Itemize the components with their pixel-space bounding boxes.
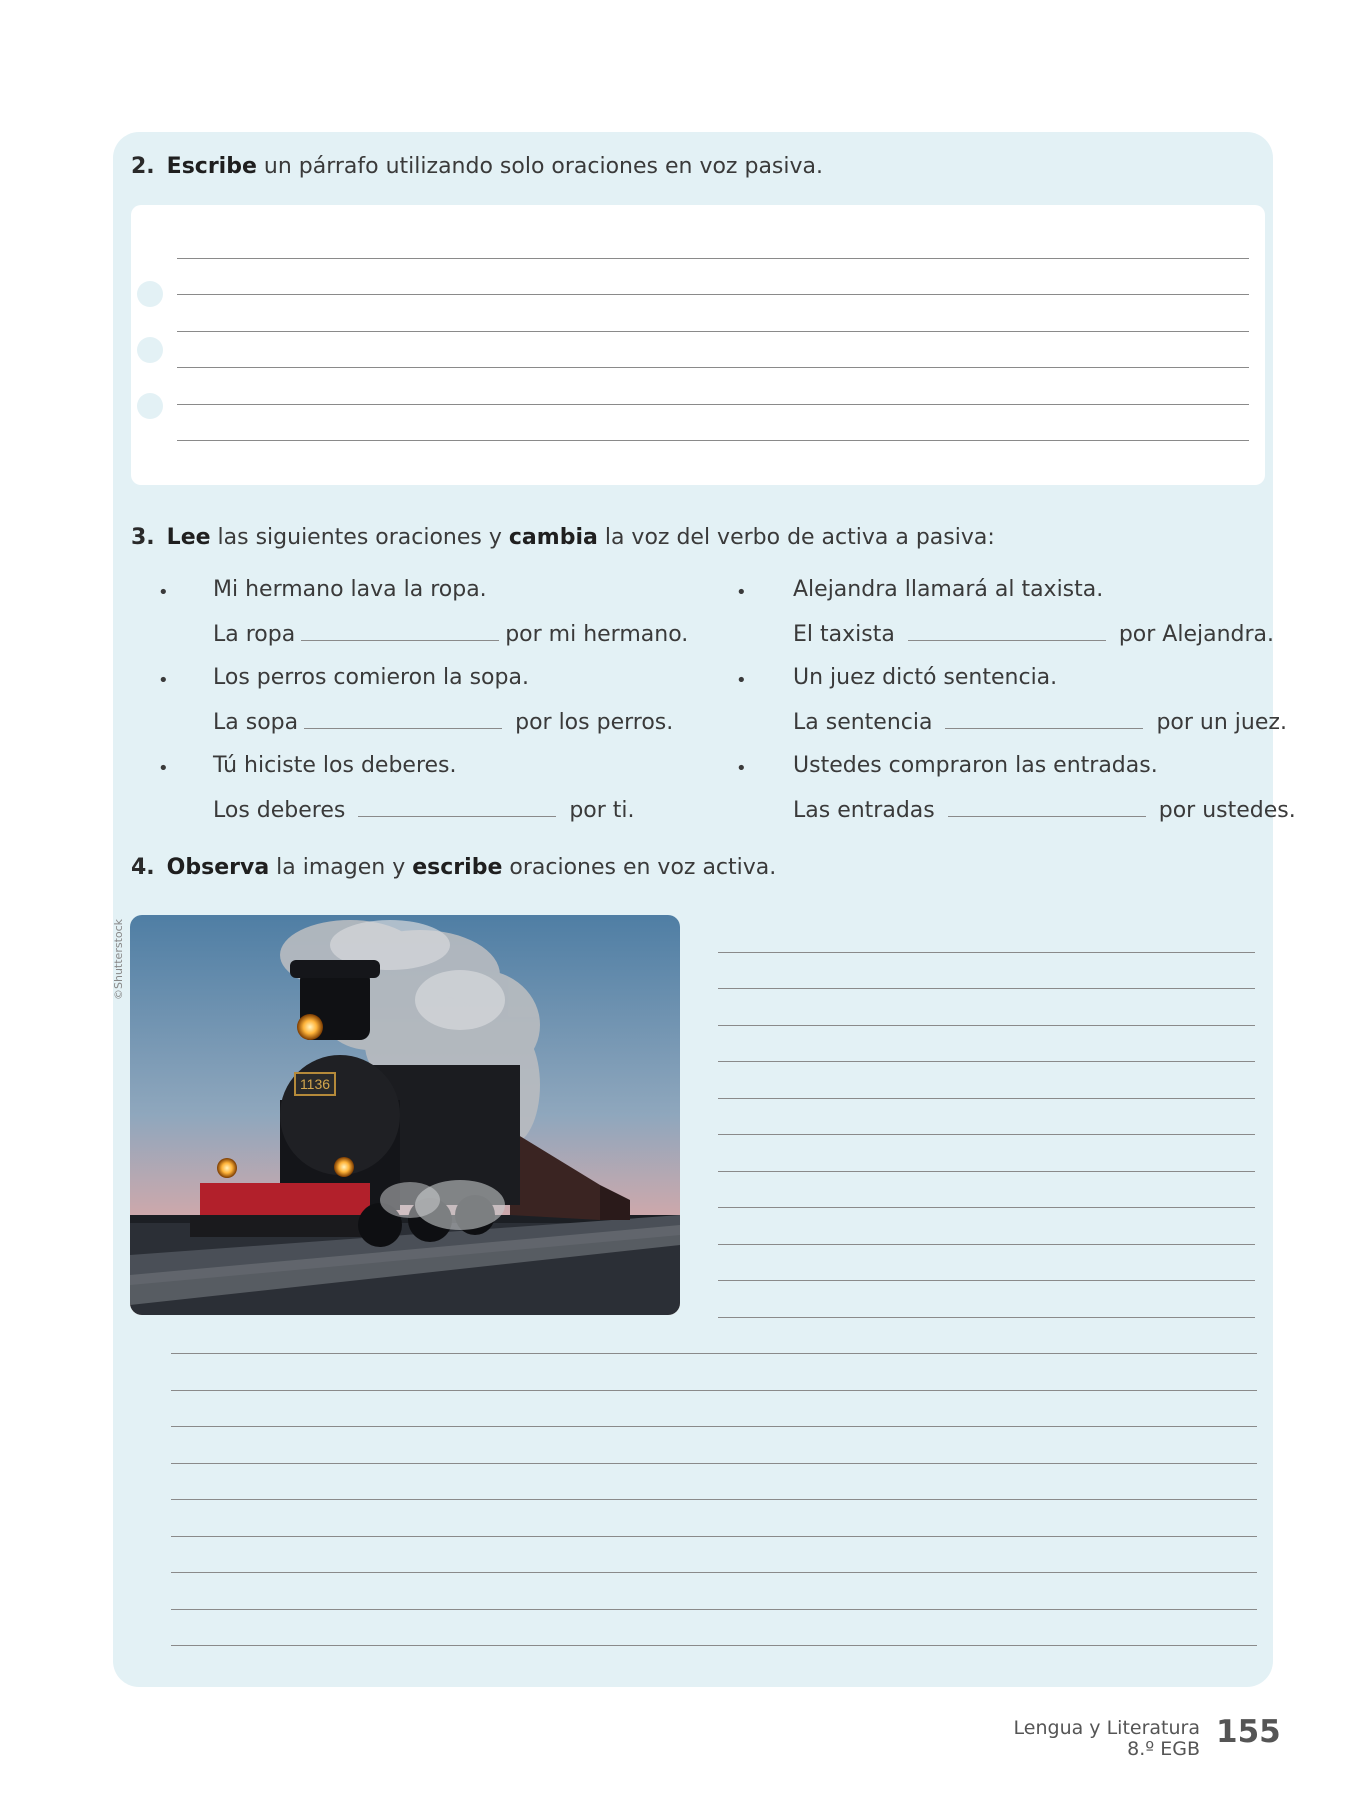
answer-suffix: por Alejandra.	[1118, 622, 1275, 647]
exercise-answer-row	[793, 798, 1296, 823]
steam-train-photo	[130, 915, 680, 1315]
answer-blank[interactable]	[948, 798, 1146, 817]
question-4-verb-write: escribe	[412, 855, 503, 880]
bullet: •	[736, 670, 747, 691]
exercise-sentence: Mi hermano lava la ropa.	[213, 577, 487, 602]
exercise-answer-row	[213, 710, 673, 735]
writing-line	[718, 1207, 1255, 1208]
photo-credit: ©Shutterstock	[112, 918, 125, 1000]
exercise-answer-row	[213, 798, 635, 823]
answer-suffix: por mi hermano.	[505, 622, 689, 647]
binder-hole	[137, 281, 163, 307]
writing-line	[177, 367, 1249, 368]
answer-blank[interactable]	[945, 710, 1143, 729]
writing-line	[177, 404, 1249, 405]
question-4-verb-observe: Observa	[166, 855, 270, 880]
answer-suffix: por los perros.	[515, 710, 674, 735]
writing-line	[177, 440, 1249, 441]
exercise-sentence: Ustedes compraron las entradas.	[793, 753, 1158, 778]
exercise-answer-row	[793, 622, 1274, 647]
question-2-text: un párrafo utilizando solo oraciones en voz pasiva.	[256, 154, 823, 179]
exercise-answer-row	[793, 710, 1287, 735]
question-4-text-2: oraciones en voz activa.	[502, 855, 777, 880]
question-3-text-2: la voz del verbo de activa a pasiva:	[597, 525, 995, 550]
exercise-sentence: Los perros comieron la sopa.	[213, 665, 529, 690]
answer-suffix: por ti.	[569, 798, 635, 823]
answer-prefix: La sentencia	[793, 710, 933, 735]
binder-hole	[137, 393, 163, 419]
writing-line	[718, 1098, 1255, 1099]
writing-line	[171, 1572, 1257, 1573]
writing-line	[718, 1025, 1255, 1026]
bullet: •	[736, 582, 747, 603]
question-2-number: 2.	[131, 154, 155, 179]
writing-line	[171, 1645, 1257, 1646]
exercise-sentence: Tú hiciste los deberes.	[213, 753, 457, 778]
bullet: •	[736, 758, 747, 779]
question-4-number: 4.	[131, 855, 155, 880]
writing-line	[718, 988, 1255, 989]
writing-line	[171, 1609, 1257, 1610]
answer-prefix: La ropa	[213, 622, 296, 647]
writing-line	[718, 1244, 1255, 1245]
answer-blank[interactable]	[304, 710, 502, 729]
question-3	[131, 525, 995, 550]
question-2-writing-box[interactable]	[131, 205, 1265, 485]
question-3-text-1: las siguientes oraciones y	[210, 525, 509, 550]
page-footer	[1014, 1718, 1200, 1760]
writing-line	[171, 1426, 1257, 1427]
exercise-sentence: Alejandra llamará al taxista.	[793, 577, 1104, 602]
writing-line	[171, 1390, 1257, 1391]
footer-subject: Lengua y Literatura	[1013, 1717, 1200, 1739]
question-3-verb-change: cambia	[508, 525, 598, 550]
bullet: •	[158, 670, 169, 691]
answer-prefix: El taxista	[793, 622, 895, 647]
answer-suffix: por ustedes.	[1158, 798, 1296, 823]
question-3-number: 3.	[131, 525, 155, 550]
writing-line	[718, 1134, 1255, 1135]
exercise-answer-row	[213, 622, 688, 647]
writing-line	[177, 258, 1249, 259]
writing-line	[177, 331, 1249, 332]
writing-line	[718, 952, 1255, 953]
answer-blank[interactable]	[358, 798, 556, 817]
binder-hole	[137, 337, 163, 363]
answer-blank[interactable]	[301, 622, 499, 641]
answer-prefix: Las entradas	[793, 798, 935, 823]
exercise-sentence: Un juez dictó sentencia.	[793, 665, 1058, 690]
writing-line	[171, 1499, 1257, 1500]
answer-suffix: por un juez.	[1156, 710, 1287, 735]
question-4-text-1: la imagen y	[269, 855, 413, 880]
answer-prefix: La sopa	[213, 710, 299, 735]
footer-grade: 8.º EGB	[1127, 1738, 1200, 1760]
page-number: 155	[1216, 1714, 1281, 1750]
writing-line	[171, 1536, 1257, 1537]
locomotive-number: 1136	[299, 1076, 331, 1092]
writing-line	[171, 1353, 1257, 1354]
question-4	[131, 855, 776, 880]
writing-line	[177, 294, 1249, 295]
writing-line	[718, 1171, 1255, 1172]
writing-line	[718, 1280, 1255, 1281]
bullet: •	[158, 758, 169, 779]
answer-blank[interactable]	[908, 622, 1106, 641]
writing-line	[718, 1317, 1255, 1318]
question-2-verb: Escribe	[166, 154, 257, 179]
answer-prefix: Los deberes	[213, 798, 346, 823]
question-2	[131, 154, 823, 179]
writing-line	[718, 1061, 1255, 1062]
writing-line	[171, 1463, 1257, 1464]
bullet: •	[158, 582, 169, 603]
question-3-verb-read: Lee	[166, 525, 211, 550]
